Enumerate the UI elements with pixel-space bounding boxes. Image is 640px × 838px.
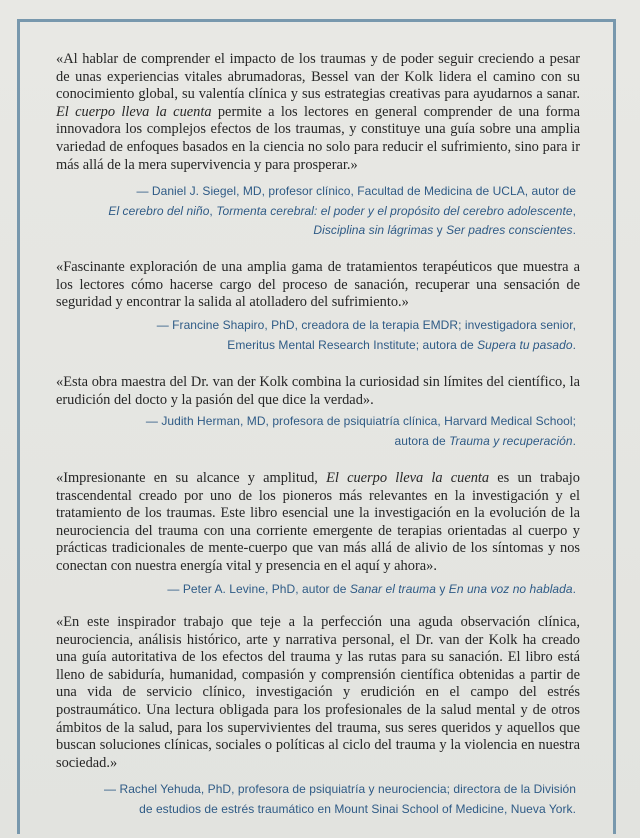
blurb-attribution-4 [56,580,576,600]
text-run: es un trabajo trascendental creado por uno de los pioneros más relevantes en la investigación y el tratamiento de los traumas. Este libro esencial une la investigación en la evolución de la neurociencia del trauma con una corriente emergente de terapias orientadas al cuerpo y prácticas tradicionales de mente-cuerpo que van más allá de alivio de los síntomas y nos conectan con nuestra energía vital y presencia en el aquí y ahora». [56,470,580,574]
text-run: «Impresionante en su alcance y amplitud, [56,470,327,486]
italic-title: Tormenta cerebral: el poder y el propósito del cerebro adolescente [216,203,573,218]
text-run: — Daniel J. Siegel, MD, profesor clínico, Facultad de Medicina de UCLA, autor de [136,184,576,198]
attribution-line [56,780,576,800]
attribution-line [56,432,576,452]
text-run: . [572,223,576,237]
blurb-quote-4 [56,470,580,576]
text-run: . [572,433,576,448]
text-run: , [572,203,576,218]
text-run: de estudios de estrés traumático en Mount Sinai School of Medicine, Nueva York. [139,801,576,816]
italic-title: El cuerpo lleva la cuenta [326,470,490,486]
italic-title: El cuerpo lleva la cuenta [56,103,212,120]
italic-title: Trauma y recuperación [449,433,573,448]
text-run: «Fascinante exploración de una amplia gama de tratamientos terapéuticos que muestra a los lectores cómo hacerse cargo del proceso de sanación, recuperar una sensación de seguridad y encontrar la salida al atolladero del sufrimiento.» [56,259,580,311]
attribution-line [56,336,576,356]
blurb-quote-2 [56,259,580,312]
blurb-attribution-1 [56,182,576,241]
attribution-line [56,800,576,820]
blurb-quote-5 [56,614,580,772]
text-run: . [572,337,576,352]
blurb-attribution-2 [56,316,576,355]
text-run: — Judith Herman, MD, profesora de psiquiatría clínica, Harvard Medical School; [145,414,576,428]
text-run: — Peter A. Levine, PhD, autor de [167,582,350,596]
blurb-quote-1 [56,51,580,174]
italic-title: Ser padres conscientes [446,223,573,237]
italic-title: En una voz no hablada [448,582,573,596]
attribution-line [56,202,576,222]
text-run: — Francine Shapiro, PhD, creadora de la terapia EMDR; investigadora senior, [156,318,576,332]
blurb-attribution-5 [56,780,576,819]
italic-title: Disciplina sin lágrimas [313,223,434,237]
text-run: y [435,582,449,596]
text-run: . [572,582,576,596]
text-run: y [433,223,447,237]
blurb-attribution-3 [56,412,576,451]
attribution-line [56,221,576,241]
text-run: permite a los lectores en general comprender de una forma innovadora los complejos efectos de los traumas, y constituye una guía sobre una amplia variedad de enfoques basados en la ciencia no solo para reducir el sufrimiento, sino para ir más allá de la mera supervivencia y para prosperar.» [56,103,580,173]
text-run: «Al hablar de comprender el impacto de los traumas y de poder seguir creciendo a pesar de unas experiencias vitales abrumadoras, Bessel van der Kolk lidera el camino con su conocimiento global, su valentía clínica y sus estrategias creativas para ayudarnos a sanar. [56,51,580,103]
text-run: autora de [394,433,450,448]
attribution-line [56,182,576,202]
italic-title: El cerebro del niño [108,203,210,218]
attribution-line [56,580,576,600]
text-run: Emeritus Mental Research Institute; autora de [227,337,478,352]
attribution-line [56,316,576,336]
text-run: , [209,203,217,218]
italic-title: Sanar el trauma [349,582,436,596]
blurb-quote-3 [56,374,580,409]
text-run: «Esta obra maestra del Dr. van der Kolk combina la curiosidad sin límites del científico, la erudición del docto y la pasión del que dice la verdad». [56,374,580,408]
italic-title: Supera tu pasado [477,337,573,352]
attribution-line [56,412,576,432]
text-run: — Rachel Yehuda, PhD, profesora de psiquiatría y neurociencia; directora de la División [104,782,576,796]
text-run: «En este inspirador trabajo que teje a la perfección una aguda observación clínica, neurociencia, análisis histórico, arte y narrativa personal, el Dr. van der Kolk ha creado una guía autoritativa de los efectos del trauma y las rutas para su sanación. El libro está lleno de sabiduría, humanidad, compasión y comprensión científica obtenidas a partir de una vida de servicio clínico, investigación y erudición en el campo del estrés postraumático. Una lectura obligada para los profesionales de la salud mental y de otros ámbitos de la salud, para los supervivientes del trauma, sus seres queridos y aquellos que buscan soluciones clínicas, sociales o políticas al ciclo del trauma y la violencia en nuestra sociedad.» [56,614,580,771]
